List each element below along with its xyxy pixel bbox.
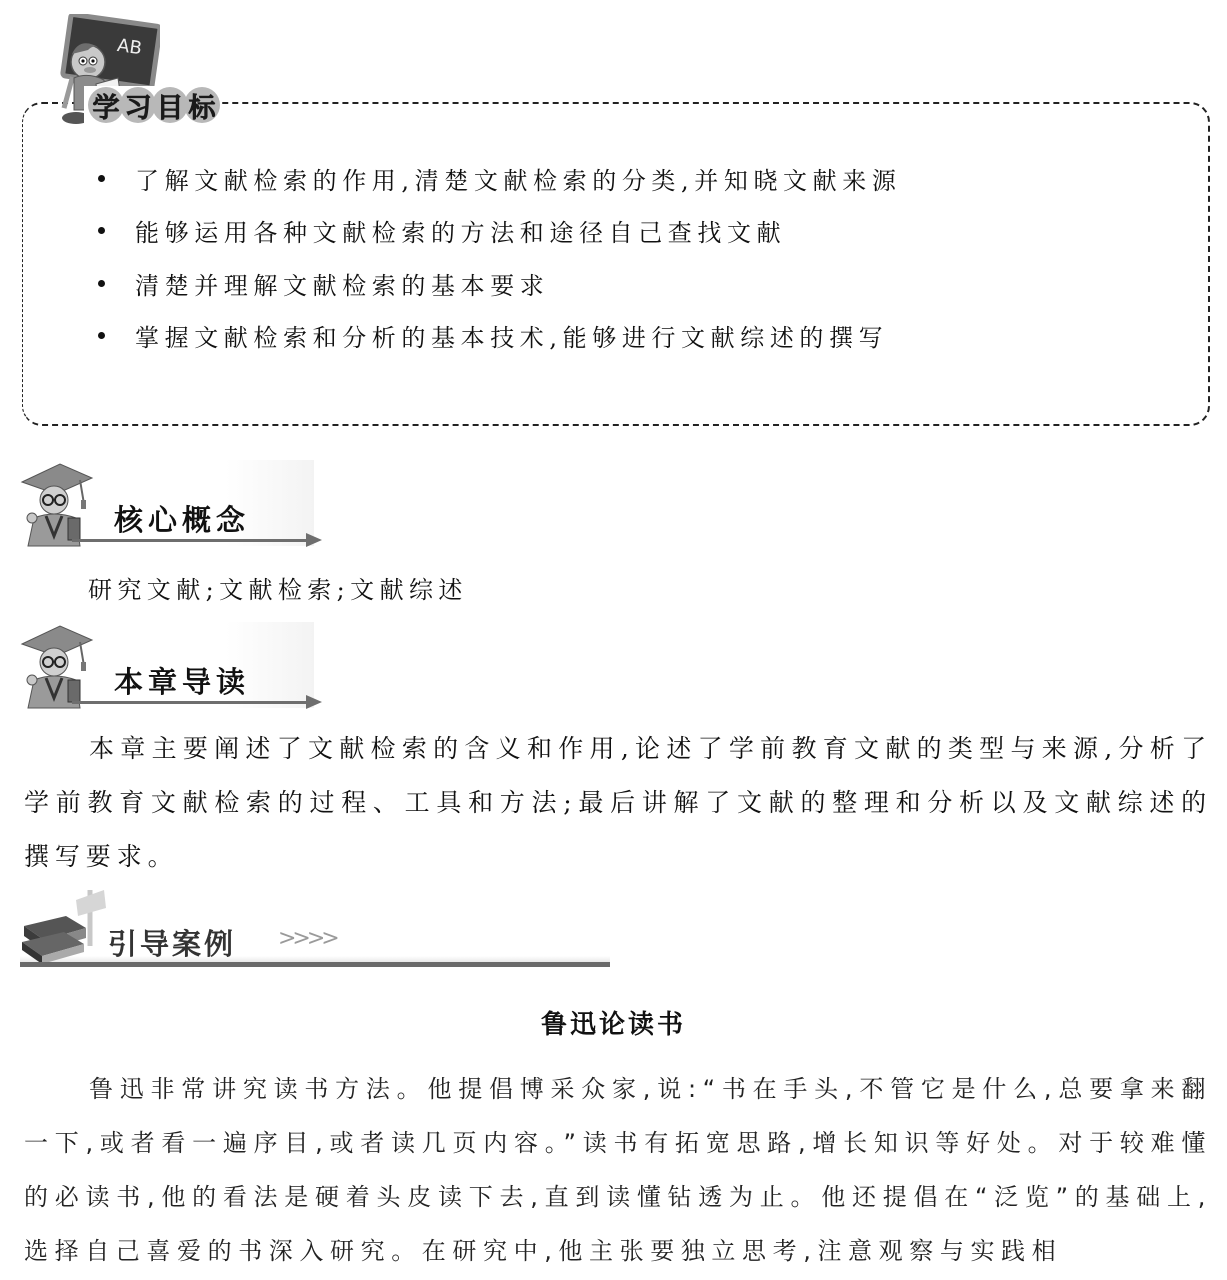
core-concepts-header [20,460,320,550]
case-title: 鲁迅论读书 [540,1010,686,1040]
scholar-graduate-icon [20,622,94,712]
objective-text: 掌握文献检索和分析的基本技术,能够进行文献综述的撰写 [135,324,889,353]
header-underline [20,962,610,967]
learning-objectives-list [94,152,901,362]
arrow-line [72,539,312,542]
objective-text: 能够运用各种文献检索的方法和途径自己查找文献 [135,219,787,248]
objective-item [94,310,901,363]
arrow-line [72,701,312,704]
guiding-case-title: 引导案例 [108,927,237,961]
chapter-intro-header [20,622,320,712]
title-char: 习 [120,87,156,123]
learning-objectives-title [84,86,220,124]
bullet-icon [98,175,105,182]
title-char: 标 [184,87,220,123]
objective-text: 清楚并理解文献检索的基本要求 [135,271,550,300]
chapter-intro-text: 本章主要阐述了文献检索的含义和作用,论述了学前教育文献的类型与来源,分析了学前教育文献检索的过程、工具和方法;最后讲解了文献的整理和分析以及文献综述的撰写要求。 [24,734,1212,871]
title-char: 学 [88,87,124,123]
chevrons-icon: >>>> [278,926,336,951]
bullet-icon [98,227,105,234]
bullet-icon [98,332,105,339]
books-stack-icon [20,886,110,966]
core-concepts-text: 研究文献;文献检索;文献综述 [88,576,468,604]
bullet-icon [98,280,105,287]
objective-item [94,257,901,310]
guiding-case-header [20,886,612,968]
arrow-right-icon [306,533,322,547]
svg-text:AB: AB [115,35,144,60]
objective-item [94,152,901,205]
title-char: 目 [152,87,188,123]
case-text: 鲁迅非常讲究读书方法。他提倡博采众家,说:“书在手头,不管它是什么,总要拿来翻一下,或者看一遍序目,或者读几页内容。”读书有拓宽思路,增长知识等好处。对于较难懂的必读书,他的看法是硬着头皮读下去,直到读懂钻透为止。他还提倡在“泛览”的基础上,选择自己喜爱的书深入研究。在研究中,他主张要独立思考,注意观察与实践相 [24,1075,1212,1265]
scholar-graduate-icon [20,460,94,550]
core-concepts-title: 核心概念 [114,503,251,537]
objective-text: 了解文献检索的作用,清楚文献检索的分类,并知晓文献来源 [135,166,902,195]
chapter-intro-title: 本章导读 [114,665,251,699]
arrow-right-icon [306,695,322,709]
objective-item [94,205,901,258]
